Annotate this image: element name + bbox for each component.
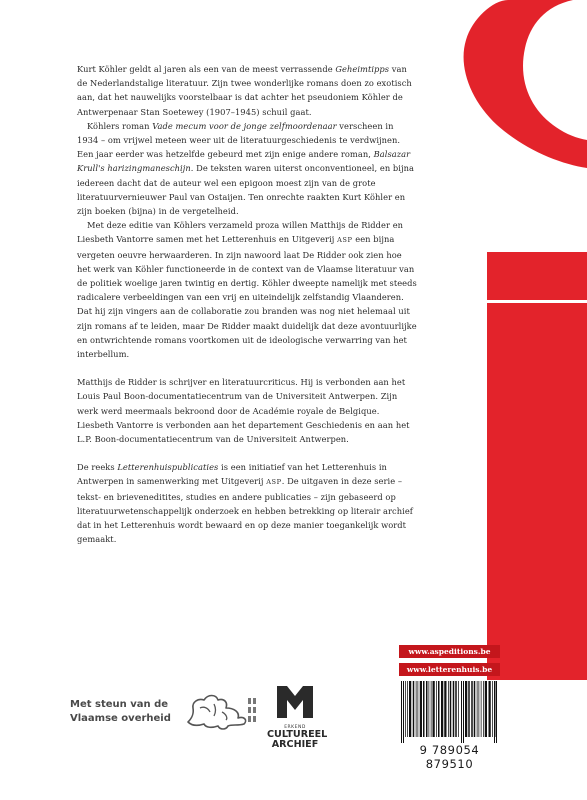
barcode-bar — [463, 681, 464, 743]
barcode-bar — [448, 681, 449, 737]
barcode-bar — [471, 681, 473, 737]
barcode-bar — [433, 681, 435, 737]
flemish-lion-icon — [182, 690, 262, 734]
barcode-bar — [485, 681, 487, 737]
p3-segment-0: Met deze editie van Köhlers verzameld proza willen Matthijs de Ridder en Liesbeth Vantorre samen met het Letterenhuis en Uitgeverij — [77, 220, 404, 245]
intro-paragraph — [77, 62, 417, 119]
p1-segment-2: van de Nederlandstalige literatuur. Zijn twee wonderlijke romans doen zo exotisch aan, dat het nauwelijks voorstelbaar is dat achter het pseudoniem Köhler de Antwerpenaar Stan Soetewey (1907–1945) schuil gaat. — [77, 64, 412, 117]
barcode-bar — [479, 681, 480, 737]
barcode-bar — [465, 681, 467, 737]
barcode-bar — [405, 681, 406, 737]
p1-segment-1: Geheimtipps — [335, 64, 390, 74]
p2-segment-0: Köhlers roman — [87, 120, 153, 131]
p2-segment-2: verscheen in 1934 – om vrijwel meteen weer uit de literatuurgeschiedenis te verdwijnen. Een jaar eerder was hetzelfde gebeurd met zijn enige andere roman, — [77, 120, 401, 160]
red-bar-lower — [487, 302, 587, 680]
red-bar-upper — [487, 252, 587, 302]
red-ring-shape — [464, 0, 587, 168]
archief-archief: ARCHIEF — [271, 739, 319, 750]
series-segment-3: ASP — [266, 478, 282, 487]
barcode-bar — [407, 681, 408, 737]
bio-vantorre: Liesbeth Vantorre is verbonden aan het departement Geschiedenis en aan het L.P. Boon-documentatiecentrum van de Universiteit Antwerpen. — [77, 419, 410, 445]
barcode-bar — [481, 681, 482, 737]
barcode-bar — [429, 681, 430, 737]
p2-segment-3: Balsazar Krull's harizingmaneschijn — [77, 149, 411, 174]
barcode-bar — [492, 681, 493, 737]
novel-paragraph — [77, 119, 417, 218]
p1-segment-0: Kurt Köhler geldt al jaren als een van de meest verrassende — [77, 64, 336, 74]
series-segment-1: Letterenhuispublicaties — [117, 462, 219, 473]
barcode-bar — [423, 681, 425, 737]
flemish-line-1: Met steun van de — [70, 699, 169, 710]
barcode-bar — [401, 681, 402, 743]
erkend-cultureel-archief-logo — [267, 684, 328, 754]
back-cover-text — [77, 62, 417, 547]
archief-cultureel: CULTUREEL — [267, 729, 328, 740]
barcode-bar — [458, 681, 459, 737]
barcode-bar — [483, 681, 484, 737]
barcode-bar — [474, 681, 476, 737]
vlaamse-overheid-logo — [70, 690, 260, 740]
barcode-bar — [438, 681, 440, 737]
red-bar-gap — [487, 300, 587, 303]
archief-mark-icon — [275, 684, 315, 720]
barcode-bar — [494, 681, 495, 743]
series-segment-0: De reeks — [77, 462, 118, 473]
barcode-bar — [416, 681, 417, 737]
series-paragraph — [77, 460, 417, 546]
barcode-bar — [413, 681, 415, 737]
isbn-barcode — [399, 681, 500, 743]
barcode-bar — [436, 681, 437, 737]
barcode-block — [399, 645, 500, 771]
barcode-bar — [455, 681, 457, 737]
archief-erkend: ERKEND — [284, 725, 306, 730]
barcode-bar — [496, 681, 497, 743]
barcode-bar — [461, 681, 462, 743]
barcode-bar — [441, 681, 443, 737]
barcode-bar — [450, 681, 452, 737]
p3-segment-1: ASP — [337, 236, 353, 245]
barcode-bar — [409, 681, 411, 737]
barcode-bar — [426, 681, 428, 737]
barcode-bar — [477, 681, 478, 737]
aspeditions-url: www.aspeditions.be — [399, 645, 500, 658]
barcode-bar — [420, 681, 422, 737]
p3-segment-2: een bijna vergeten oeuvre herwaarderen. In zijn nawoord laat De Ridder ook zien hoe het werk van Köhler functioneerde in de context van de Vlaamse literatuur van de politiek woelige jaren twintig en dertig. Köhler dweepte namelijk met steeds radicalere verbeeldingen van een vrij en uiteindelijk zelfstandig Vlaanderen. Dat hij zijn vingers aan de collaboratie zou branden was nog niet helemaal uit zijn romans af te leiden, maar De Ridder maakt duidelijk dat deze avontuurlijke en ontwrichtende romans voortkomen uit de ideologische verwarring van het interbellum. — [77, 234, 417, 360]
series-segment-2: is een initiatief van het Letterenhuis in Antwerpen in samenwerking met Uitgeverij — [77, 462, 387, 487]
letterenhuis-url: www.letterenhuis.be — [399, 663, 500, 676]
barcode-bar — [468, 681, 470, 737]
barcode-bar — [489, 681, 491, 737]
series-segment-4: . De uitgaven in deze serie – tekst- en brieveneditites, studies en andere publicaties – zijn gebaseerd op literatuurwetenschappelijk onderzoek en hebben betrekking op literair archief dat in het Letterenhuis wordt bewaard en op deze manier toegankelijk wordt gemaakt. — [77, 476, 413, 545]
barcode-bar — [418, 681, 419, 737]
isbn-number: 9 789054 879510 — [419, 743, 480, 771]
barcode-bar — [403, 681, 404, 743]
p2-segment-1: Vade mecum voor de jonge zelfmoordenaar — [152, 120, 337, 131]
barcode-bar — [431, 681, 432, 737]
barcode-bar — [453, 681, 455, 737]
edition-paragraph — [77, 218, 417, 361]
p2-segment-4: . De teksten waren uiterst onconventioneel, en bijna iedereen dacht dat de auteur wel een epigoon moest zijn van de grote literatuurvernieuwer Paul van Ostaijen. Ten onrechte raakten Kurt Köhler en zijn boeken (bijna) in de vergetelheid. — [77, 163, 414, 217]
barcode-bar — [444, 681, 446, 737]
flemish-line-2: Vlaamse overheid — [70, 713, 171, 724]
bio-de-ridder: Matthijs de Ridder is schrijver en literatuurcriticus. Hij is verbonden aan het Louis Paul Boon-documentatiecentrum van de Universiteit Antwerpen. Zijn werk werd meermaals bekroond door de Académie royale de Belgique. — [77, 377, 406, 416]
